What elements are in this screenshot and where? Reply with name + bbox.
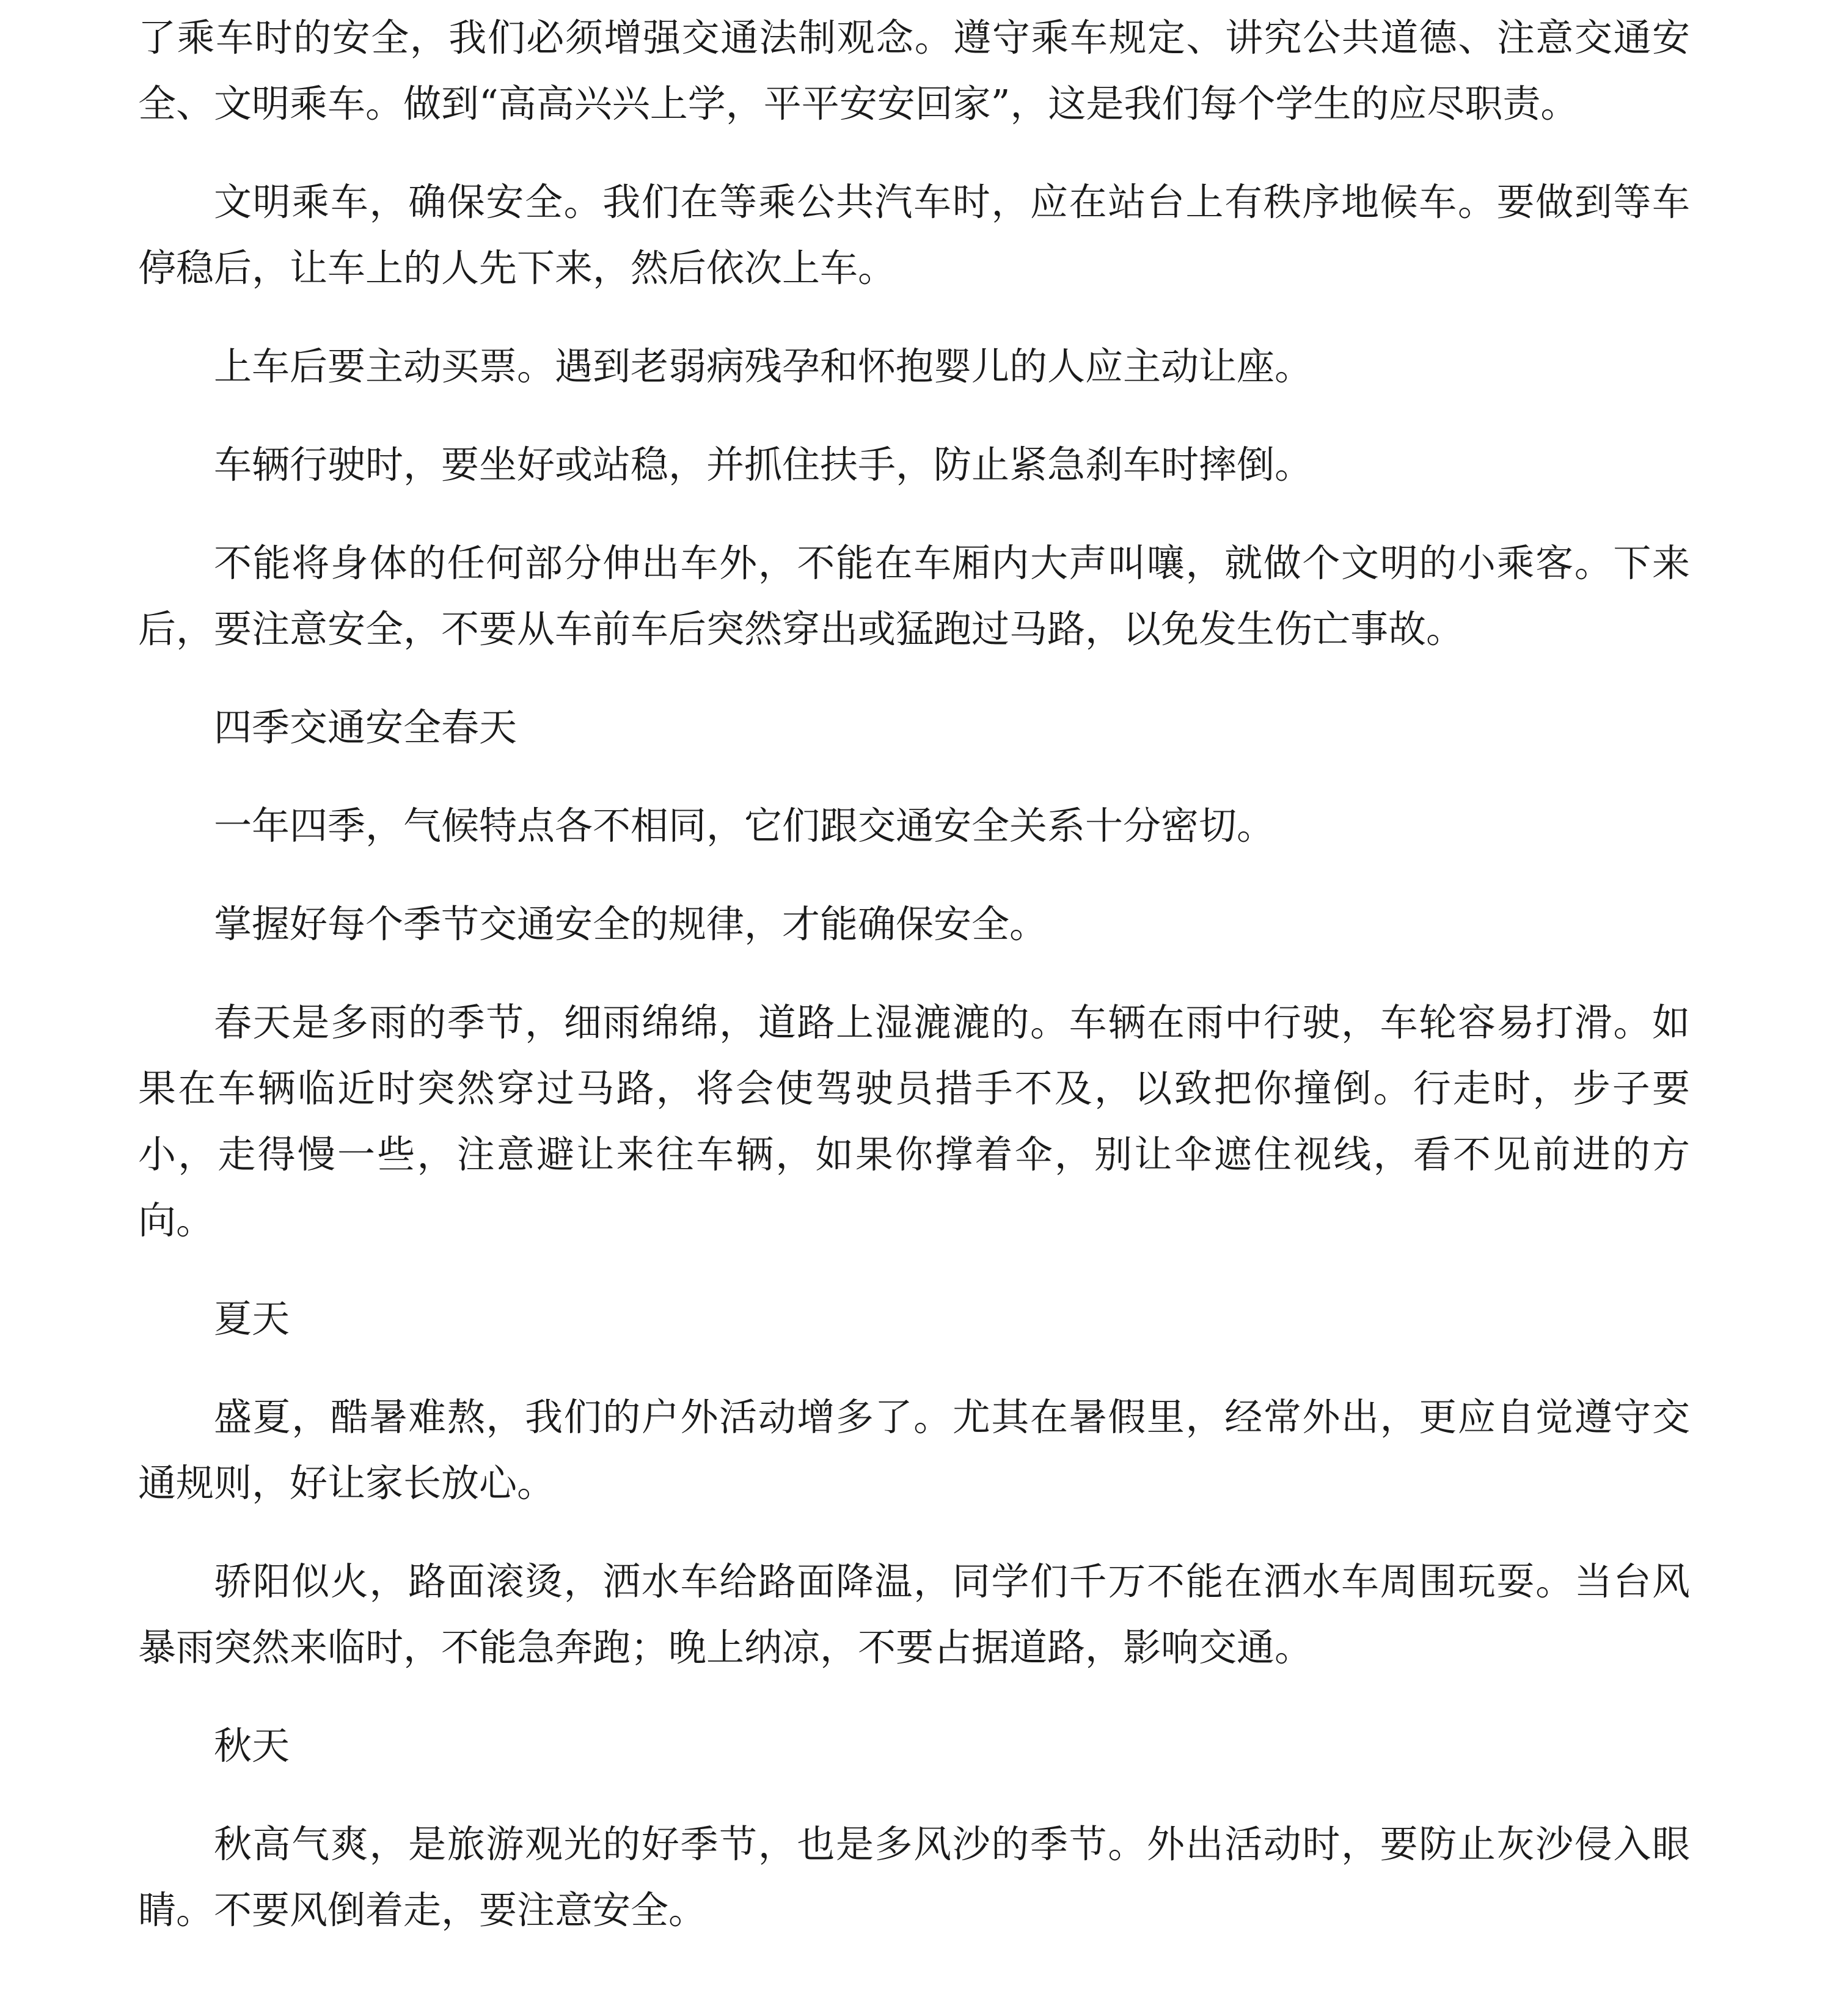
paragraph-seasonal-rules: 掌握好每个季节交通安全的规律，才能确保安全。 (214, 902, 1048, 946)
paragraph-hold-handrail: 车辆行驶时，要坐好或站稳，并抓住扶手，防止紧急刹车时摔倒。 (214, 442, 1313, 487)
paragraph-civilized-riding: 文明乘车，确保安全。我们在等乘公共汽车时，应在站台上有秩序地候车。要做到等车停稳后，让车上的人先下来，然后依次上车。 (138, 180, 1690, 290)
paragraph-summer-heat: 骄阳似火，路面滚烫，洒水车给路面降温，同学们千万不能在洒水车周围玩耍。当台风暴雨突然来临时，不能急奔跑；晚上纳凉，不要占据道路，影响交通。 (138, 1559, 1690, 1670)
paragraph-autumn: 秋高气爽，是旅游观光的好季节，也是多风沙的季节。外出活动时，要防止灰沙侵入眼睛。不要风倒着走，要注意安全。 (138, 1822, 1690, 1932)
section-heading-summer: 夏天 (214, 1296, 290, 1341)
paragraph-spring: 春天是多雨的季节，细雨绵绵，道路上湿漉漉的。车辆在雨中行驶，车轮容易打滑。如果在车辆临近时突然穿过马路，将会使驾驶员措手不及，以致把你撞倒。行走时，步子要小，走得慢一些，注意避让来往车辆，如果你撑着伞，别让伞遮住视线，看不见前进的方向。 (138, 1000, 1690, 1243)
section-heading-spring: 四季交通安全春天 (214, 705, 518, 750)
paragraph-no-leaning-out: 不能将身体的任何部分伸出车外，不能在车厢内大声叫嚷，就做个文明的小乘客。下来后，要注意安全，不要从车前车后突然穿出或猛跑过马路，以免发生伤亡事故。 (138, 541, 1690, 651)
paragraph-buy-ticket: 上车后要主动买票。遇到老弱病残孕和怀抱婴儿的人应主动让座。 (214, 344, 1313, 389)
paragraph-summer-activities: 盛夏，酷暑难熬，我们的户外活动增多了。尤其在暑假里，经常外出，更应自觉遵守交通规则，好让家长放心。 (138, 1395, 1690, 1505)
paragraph-four-seasons: 一年四季，气候特点各不相同，它们跟交通安全关系十分密切。 (214, 803, 1275, 848)
document-body (138, 5, 1690, 1976)
paragraph-continuation: 了乘车时的安全，我们必须增强交通法制观念。遵守乘车规定、讲究公共道德、注意交通安全、文明乘车。做到“高高兴兴上学，平平安安回家”，这是我们每个学生的应尽职责。 (138, 15, 1690, 126)
section-heading-autumn: 秋天 (214, 1723, 290, 1768)
